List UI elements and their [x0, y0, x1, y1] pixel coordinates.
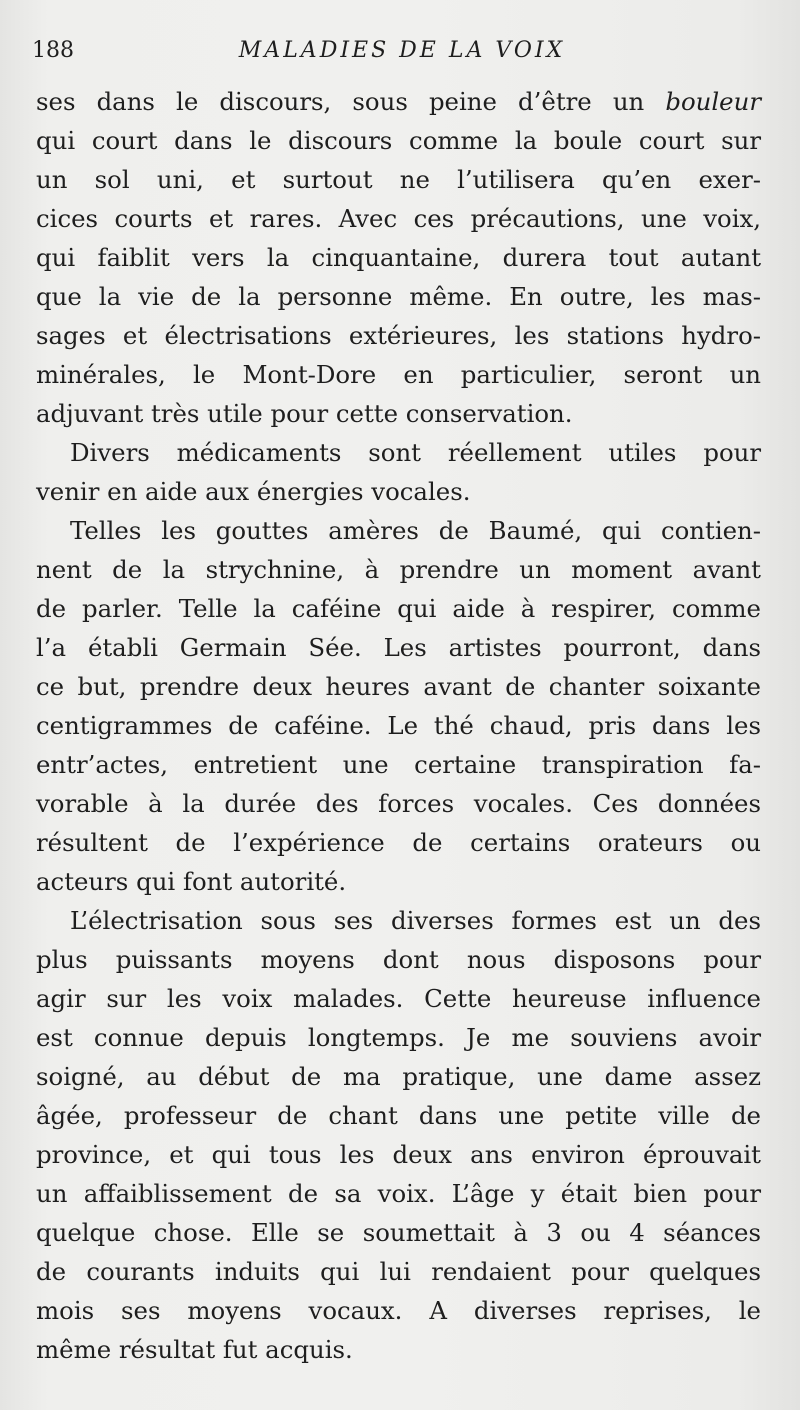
text-line: ce but, prendre deux heures avant de chanter soixante — [36, 672, 761, 701]
text-line: cices courts et rares. Avec ces précautions, une voix, — [36, 204, 761, 233]
text-line: agir sur les voix malades. Cette heureuse influence — [36, 984, 761, 1013]
text-line: acteurs qui font autorité. — [36, 867, 347, 896]
text-line: mois ses moyens vocaux. A diverses reprises, le — [36, 1296, 761, 1325]
text-line: nent de la strychnine, à prendre un moment avant — [36, 555, 761, 584]
paragraph-first-line: L’électrisation sous ses diverses formes est un des — [70, 906, 761, 935]
text-line: quelque chose. Elle se soumettait à 3 ou 4 séances — [36, 1218, 761, 1247]
text-line: l’a établi Germain Sée. Les artistes pourront, dans — [36, 633, 761, 662]
text-line-start: ses dans le discours, sous peine d’être un — [36, 87, 666, 116]
text-line: venir en aide aux énergies vocales. — [36, 477, 471, 506]
text-line: un affaiblissement de sa voix. L’âge y était bien pour — [36, 1179, 761, 1208]
text-line: est connue depuis longtemps. Je me souviens avoir — [36, 1023, 761, 1052]
text-line: minérales, le Mont-Dore en particulier, seront un — [36, 360, 761, 389]
text-line: résultent de l’expérience de certains orateurs ou — [36, 828, 761, 857]
page-number: 188 — [32, 38, 74, 63]
text-line: adjuvant très utile pour cette conservation. — [36, 399, 573, 428]
running-title: MALADIES DE LA VOIX — [238, 38, 566, 63]
page-header — [32, 38, 772, 72]
text-line: entr’actes, entretient une certaine transpiration fa- — [36, 750, 761, 779]
paragraph-first-line: Divers médicaments sont réellement utiles pour — [70, 438, 761, 467]
text-line: de parler. Telle la caféine qui aide à respirer, comme — [36, 594, 761, 623]
text-line: sages et électrisations extérieures, les stations hydro- — [36, 321, 761, 350]
text-line: plus puissants moyens dont nous disposons pour — [36, 945, 761, 974]
text-line: de courants induits qui lui rendaient pour quelques — [36, 1257, 761, 1286]
text-line: un sol uni, et surtout ne l’utilisera qu’en exer- — [36, 165, 761, 194]
text-line: province, et qui tous les deux ans environ éprouvait — [36, 1140, 761, 1169]
text-line: âgée, professeur de chant dans une petite ville de — [36, 1101, 761, 1130]
text-line: qui faiblit vers la cinquantaine, durera tout autant — [36, 243, 761, 272]
text-line — [36, 82, 761, 121]
body-text — [36, 82, 761, 1369]
italic-word: bouleur — [665, 87, 761, 116]
text-line: qui court dans le discours comme la boule court sur — [36, 126, 761, 155]
text-line: vorable à la durée des forces vocales. Ces données — [36, 789, 761, 818]
text-line: que la vie de la personne même. En outre, les mas- — [36, 282, 761, 311]
text-line: centigrammes de caféine. Le thé chaud, pris dans les — [36, 711, 761, 740]
paragraph-first-line: Telles les gouttes amères de Baumé, qui contien- — [70, 516, 761, 545]
text-line: même résultat fut acquis. — [36, 1335, 353, 1364]
text-line: soigné, au début de ma pratique, une dame assez — [36, 1062, 761, 1091]
